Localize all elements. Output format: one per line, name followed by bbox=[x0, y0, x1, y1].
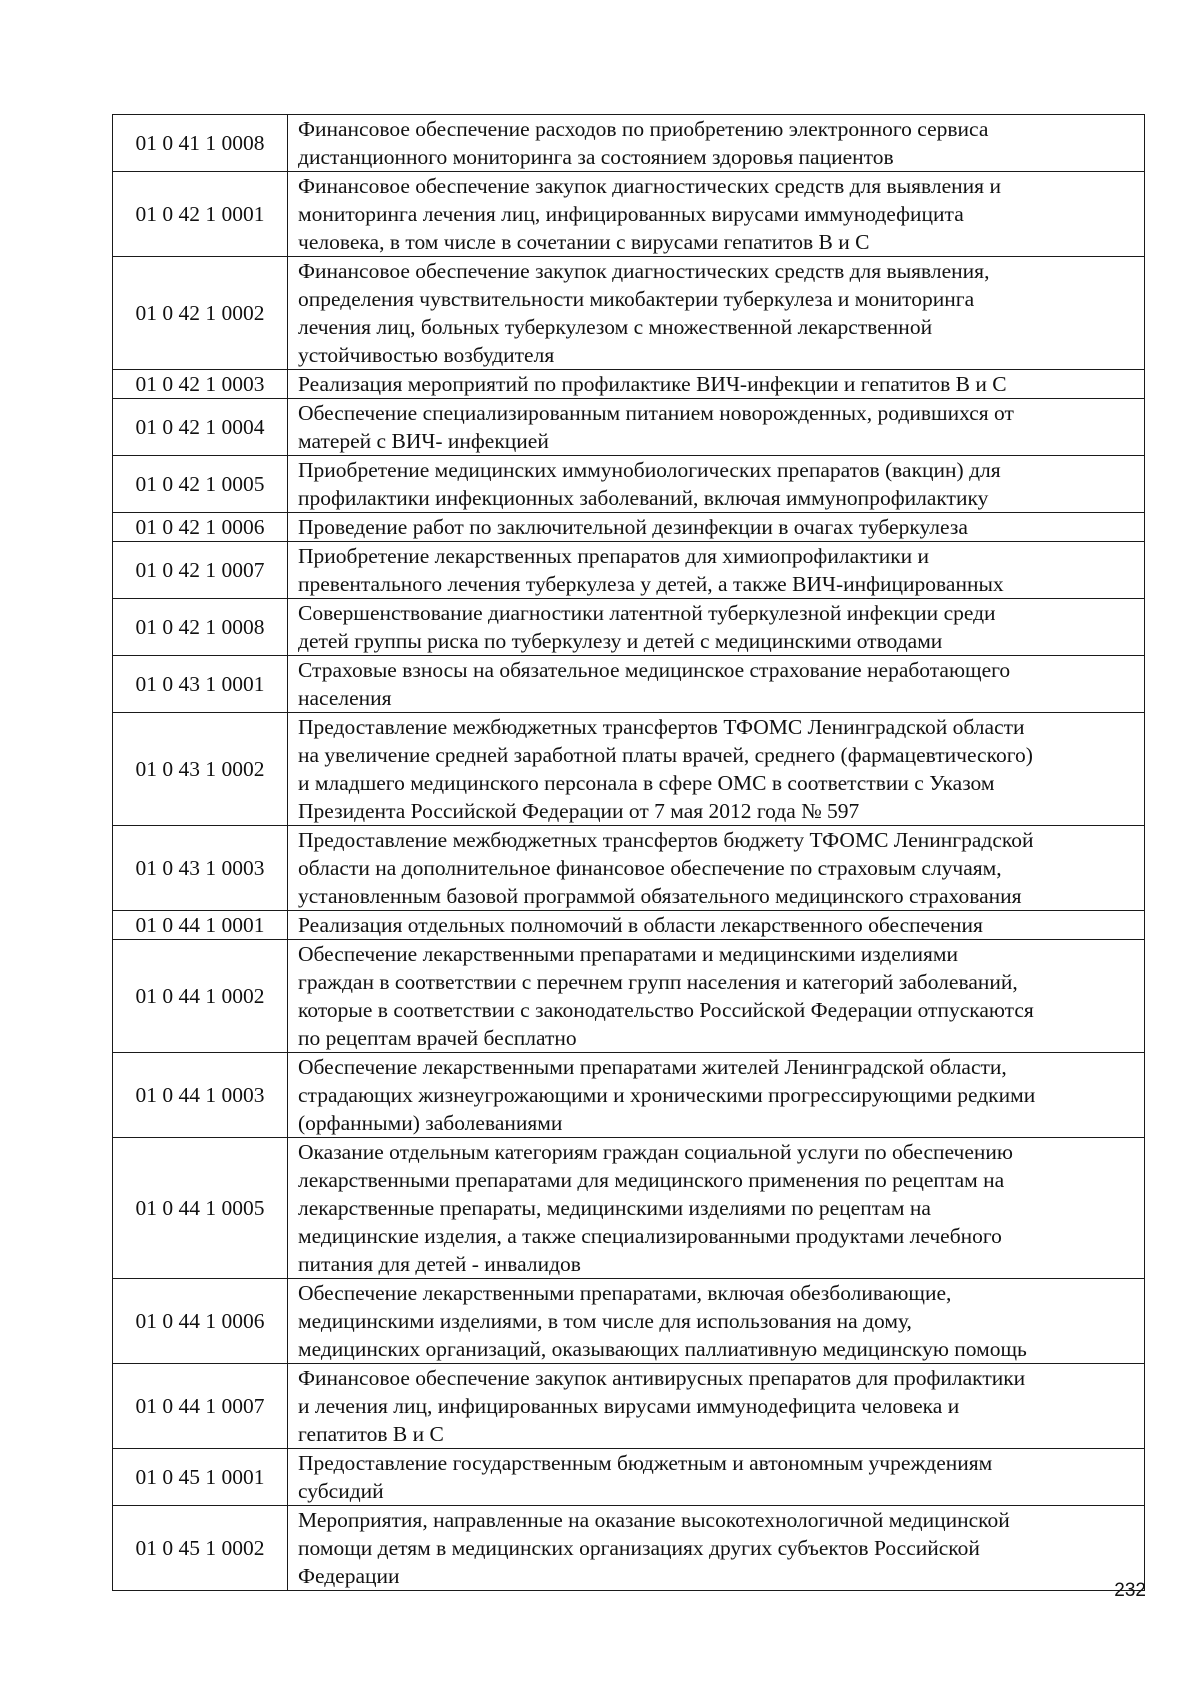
row-code: 01 0 44 1 0001 bbox=[113, 911, 288, 940]
description-line: устойчивостью возбудителя bbox=[298, 343, 555, 367]
description-line: Совершенствование диагностики латентной туберкулезной инфекции среди bbox=[298, 601, 996, 625]
description-line: области на дополнительное финансовое обеспечение по страховым случаям, bbox=[298, 856, 1002, 880]
description-line: (орфанными) заболеваниями bbox=[298, 1111, 563, 1135]
description-line: Обеспечение специализированным питанием новорожденных, родившихся от bbox=[298, 401, 1014, 425]
description-line: Финансовое обеспечение закупок диагностических средств для выявления, bbox=[298, 259, 990, 283]
row-description bbox=[288, 370, 1145, 399]
table-row bbox=[113, 370, 1145, 399]
description-line: определения чувствительности микобактерии туберкулеза и мониторинга bbox=[298, 287, 975, 311]
description-line: дистанционного мониторинга за состоянием здоровья пациентов bbox=[298, 145, 894, 169]
description-line: профилактики инфекционных заболеваний, включая иммунопрофилактику bbox=[298, 486, 989, 510]
description-line: Мероприятия, направленные на оказание высокотехнологичной медицинской bbox=[298, 1508, 1010, 1532]
row-description bbox=[288, 940, 1145, 1053]
description-line: Предоставление государственным бюджетным и автономным учреждениям bbox=[298, 1451, 993, 1475]
table-row bbox=[113, 1364, 1145, 1449]
table-row bbox=[113, 456, 1145, 513]
description-line: Обеспечение лекарственными препаратами и медицинскими изделиями bbox=[298, 942, 959, 966]
row-description bbox=[288, 1053, 1145, 1138]
row-description bbox=[288, 656, 1145, 713]
row-description bbox=[288, 1449, 1145, 1506]
description-line: страдающих жизнеугрожающими и хроническими прогрессирующими редкими bbox=[298, 1083, 1036, 1107]
row-description bbox=[288, 911, 1145, 940]
description-line: матерей с ВИЧ- инфекцией bbox=[298, 429, 549, 453]
table-body bbox=[113, 115, 1145, 1591]
budget-codes-table bbox=[112, 114, 1145, 1591]
row-description bbox=[288, 456, 1145, 513]
row-description bbox=[288, 513, 1145, 542]
description-line: лекарственными препаратами для медицинского применения по рецептам на bbox=[298, 1168, 1005, 1192]
row-description bbox=[288, 257, 1145, 370]
row-description bbox=[288, 1138, 1145, 1279]
row-code: 01 0 42 1 0002 bbox=[113, 257, 288, 370]
table-row bbox=[113, 940, 1145, 1053]
description-line: по рецептам врачей бесплатно bbox=[298, 1026, 577, 1050]
description-line: Страховые взносы на обязательное медицинское страхование неработающего bbox=[298, 658, 1011, 682]
row-code: 01 0 42 1 0007 bbox=[113, 542, 288, 599]
table-row bbox=[113, 826, 1145, 911]
row-description bbox=[288, 172, 1145, 257]
table-row bbox=[113, 513, 1145, 542]
description-line: населения bbox=[298, 686, 392, 710]
row-code: 01 0 42 1 0005 bbox=[113, 456, 288, 513]
row-code: 01 0 44 1 0007 bbox=[113, 1364, 288, 1449]
description-line: детей группы риска по туберкулезу и детей с медицинскими отводами bbox=[298, 629, 943, 653]
description-line: медицинскими изделиями, в том числе для использования на дому, bbox=[298, 1309, 912, 1333]
description-line: Финансовое обеспечение расходов по приобретению электронного сервиса bbox=[298, 117, 989, 141]
row-description bbox=[288, 599, 1145, 656]
description-line: Финансовое обеспечение закупок диагностических средств для выявления и bbox=[298, 174, 1001, 198]
table-row bbox=[113, 713, 1145, 826]
description-line: граждан в соответствии с перечнем групп населения и категорий заболеваний, bbox=[298, 970, 1018, 994]
table-row bbox=[113, 257, 1145, 370]
table-row bbox=[113, 1279, 1145, 1364]
description-line: Предоставление межбюджетных трансфертов ТФОМС Ленинградской области bbox=[298, 715, 1025, 739]
description-line: субсидий bbox=[298, 1479, 384, 1503]
description-line: Президента Российской Федерации от 7 мая 2012 года № 597 bbox=[298, 799, 860, 823]
description-line: и лечения лиц, инфицированных вирусами иммунодефицита человека и bbox=[298, 1394, 960, 1418]
description-line: медицинские изделия, а также специализированными продуктами лечебного bbox=[298, 1224, 1002, 1248]
table-row bbox=[113, 1138, 1145, 1279]
description-line: гепатитов В и С bbox=[298, 1422, 444, 1446]
description-line: которые в соответствии с законодательство Российской Федерации отпускаются bbox=[298, 998, 1034, 1022]
row-code: 01 0 42 1 0006 bbox=[113, 513, 288, 542]
table-row bbox=[113, 115, 1145, 172]
description-line: лечения лиц, больных туберкулезом с множественной лекарственной bbox=[298, 315, 933, 339]
description-line: помощи детям в медицинских организациях других субъектов Российской bbox=[298, 1536, 980, 1560]
description-line: на увеличение средней заработной платы врачей, среднего (фармацевтического) bbox=[298, 743, 1033, 767]
row-code: 01 0 43 1 0003 bbox=[113, 826, 288, 911]
row-code: 01 0 43 1 0001 bbox=[113, 656, 288, 713]
row-code: 01 0 43 1 0002 bbox=[113, 713, 288, 826]
description-line: Федерации bbox=[298, 1564, 400, 1588]
description-line: Оказание отдельным категориям граждан социальной услуги по обеспечению bbox=[298, 1140, 1013, 1164]
table-row bbox=[113, 599, 1145, 656]
row-code: 01 0 42 1 0001 bbox=[113, 172, 288, 257]
table-row bbox=[113, 1449, 1145, 1506]
table-row bbox=[113, 172, 1145, 257]
row-code: 01 0 44 1 0002 bbox=[113, 940, 288, 1053]
row-description bbox=[288, 826, 1145, 911]
table-row bbox=[113, 399, 1145, 456]
row-code: 01 0 42 1 0003 bbox=[113, 370, 288, 399]
row-description bbox=[288, 713, 1145, 826]
table-row bbox=[113, 1053, 1145, 1138]
row-description bbox=[288, 399, 1145, 456]
row-code: 01 0 44 1 0003 bbox=[113, 1053, 288, 1138]
description-line: Реализация мероприятий по профилактике ВИЧ-инфекции и гепатитов В и С bbox=[298, 372, 1007, 396]
row-description bbox=[288, 1364, 1145, 1449]
description-line: Приобретение медицинских иммунобиологических препаратов (вакцин) для bbox=[298, 458, 1001, 482]
table-row bbox=[113, 542, 1145, 599]
description-line: Обеспечение лекарственными препаратами жителей Ленинградской области, bbox=[298, 1055, 1007, 1079]
description-line: Финансовое обеспечение закупок антивирусных препаратов для профилактики bbox=[298, 1366, 1026, 1390]
description-line: Приобретение лекарственных препаратов для химиопрофилактики и bbox=[298, 544, 930, 568]
table-row bbox=[113, 911, 1145, 940]
description-line: мониторинга лечения лиц, инфицированных вирусами иммунодефицита bbox=[298, 202, 964, 226]
row-description bbox=[288, 1279, 1145, 1364]
description-line: Предоставление межбюджетных трансфертов бюджету ТФОМС Ленинградской bbox=[298, 828, 1034, 852]
description-line: и младшего медицинского персонала в сфере ОМС в соответствии с Указом bbox=[298, 771, 995, 795]
description-line: человека, в том числе в сочетании с вирусами гепатитов В и С bbox=[298, 230, 870, 254]
row-code: 01 0 41 1 0008 bbox=[113, 115, 288, 172]
row-code: 01 0 44 1 0006 bbox=[113, 1279, 288, 1364]
row-description bbox=[288, 115, 1145, 172]
description-line: Реализация отдельных полномочий в области лекарственного обеспечения bbox=[298, 913, 983, 937]
description-line: Проведение работ по заключительной дезинфекции в очагах туберкулеза bbox=[298, 515, 968, 539]
description-line: превентального лечения туберкулеза у детей, а также ВИЧ-инфицированных bbox=[298, 572, 1004, 596]
description-line: лекарственные препараты, медицинскими изделиями по рецептам на bbox=[298, 1196, 931, 1220]
row-code: 01 0 42 1 0004 bbox=[113, 399, 288, 456]
page-number: 232 bbox=[1114, 1580, 1146, 1601]
description-line: медицинских организаций, оказывающих паллиативную медицинскую помощь bbox=[298, 1337, 1027, 1361]
row-code: 01 0 45 1 0002 bbox=[113, 1506, 288, 1591]
description-line: установленным базовой программой обязательного медицинского страхования bbox=[298, 884, 1022, 908]
row-description bbox=[288, 542, 1145, 599]
row-code: 01 0 44 1 0005 bbox=[113, 1138, 288, 1279]
description-line: Обеспечение лекарственными препаратами, включая обезболивающие, bbox=[298, 1281, 952, 1305]
row-code: 01 0 42 1 0008 bbox=[113, 599, 288, 656]
table-row bbox=[113, 1506, 1145, 1591]
row-description bbox=[288, 1506, 1145, 1591]
table-row bbox=[113, 656, 1145, 713]
description-line: питания для детей - инвалидов bbox=[298, 1252, 581, 1276]
row-code: 01 0 45 1 0001 bbox=[113, 1449, 288, 1506]
